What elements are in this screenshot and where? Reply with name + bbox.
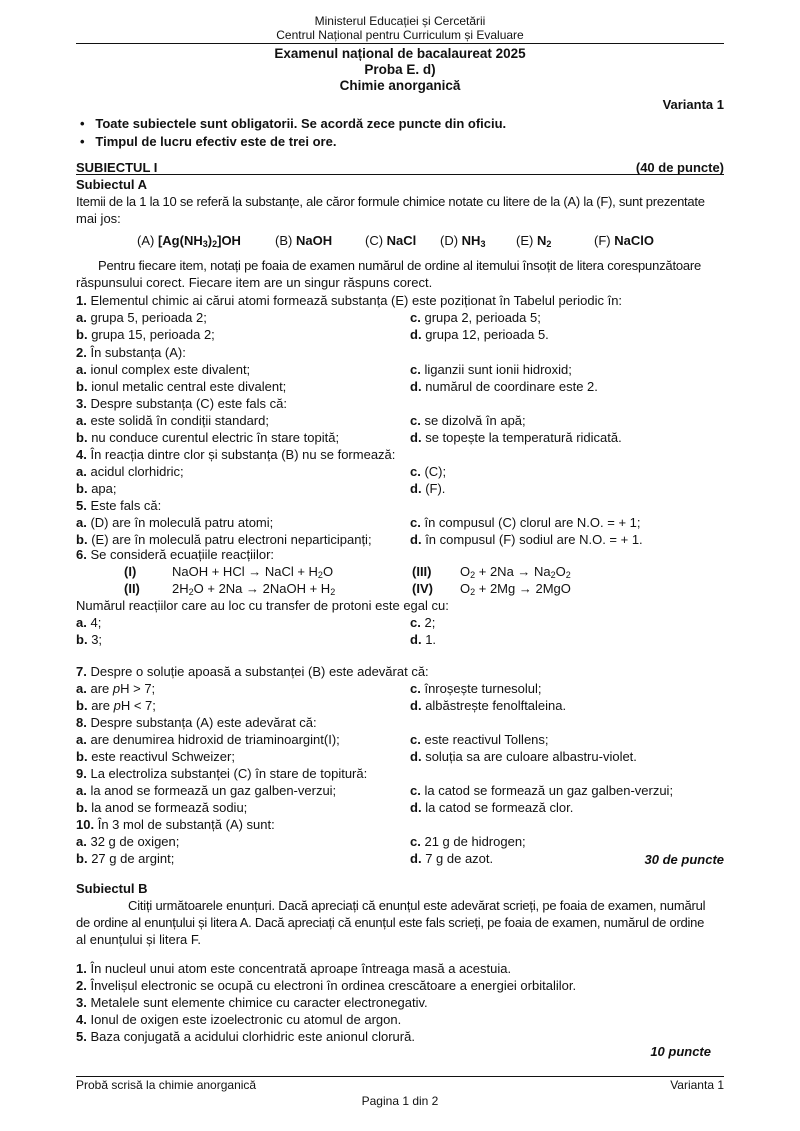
option-letter: d. [410,481,422,496]
item-question [76,816,275,833]
item-option-c [410,680,542,697]
variant-label: Varianta 1 [662,97,724,112]
option-text: în compusul (C) clorul are N.O. = + 1; [424,515,641,530]
option-letter: a. [76,681,87,696]
option-letter: b. [76,327,88,342]
option-text: la anod se formează un gaz galben-verzui; [90,783,337,798]
option-text: se topește la temperatură ridicată. [425,430,622,445]
item-option-d [410,697,566,714]
option-text: ionul metalic central este divalent; [91,379,287,394]
option-letter: c. [410,783,421,798]
option-letter: d. [410,327,422,342]
item-question [76,546,274,563]
subB-statement [76,1011,401,1028]
formula-b: (B) NaOH [275,233,333,248]
subA-intro-cont: mai jos: [76,211,121,226]
option-text: 2; [424,615,436,630]
item-option-a [76,514,273,531]
item-text: În reacția dintre clor și substanța (B) nu se formează: [90,447,396,462]
subA-instructions-cont: răspunsului corect. Fiecare item are un singur răspuns corect. [76,275,433,290]
item-option-d [410,480,445,497]
subject-title: Chimie anorganică [339,78,461,93]
option-text: înroșește turnesolul; [424,681,542,696]
reaction-1-equation: NaOH + HCl → NaCl + $H_2O$ [172,564,334,580]
item-option-d [410,631,436,648]
option-letter: d. [410,379,422,394]
option-letter: a. [76,515,87,530]
item-text: Elementul chimic ai cărui atomi formează substanța (E) este poziționat în Tabelul periodic în: [90,293,623,308]
item-option-b [76,378,286,395]
item-text: Despre substanța (C) este fals că: [90,396,287,411]
item-question [76,292,622,309]
item-option-a [76,361,250,378]
item-option-c [410,514,641,531]
option-letter: b. [76,851,88,866]
reaction-2: (II) [124,581,140,596]
item-number: 2. [76,345,87,360]
option-text: are denumirea hidroxid de triaminoargint(I); [90,732,340,747]
option-letter: b. [76,632,88,647]
statement-text: Ionul de oxigen este izoelectronic cu atomul de argon. [90,1012,402,1027]
item-option-b [76,697,156,714]
option-letter: c. [410,615,421,630]
subB-statement [76,977,576,994]
option-text: grupa 2, perioada 5; [424,310,541,325]
option-letter: c. [410,413,421,428]
center-header: Centrul Național pentru Curriculum și Evaluare [276,28,524,42]
option-letter: a. [76,464,87,479]
option-text: soluția sa are culoare albastru-violet. [425,749,637,764]
item-number: 9. [76,766,87,781]
formula-f: (F) NaClO [594,233,654,248]
item-option-a [76,833,179,850]
option-text: (F). [425,481,446,496]
item-option-d [410,429,622,446]
option-text-italic: p [113,698,121,713]
option-letter: b. [76,481,88,496]
item-option-d [410,326,549,343]
subB-title: Subiectul B [76,881,148,896]
option-text: apa; [91,481,117,496]
reaction-4: (IV) [412,581,433,596]
item-question [76,663,429,680]
option-text: H < 7; [120,698,156,713]
option-text: (E) are în moleculă patru electroni neparticipanți; [91,532,372,547]
option-text: la anod se formează sodiu; [91,800,248,815]
option-text: ionul complex este divalent; [90,362,251,377]
item-option-a [76,309,207,326]
option-letter: d. [410,532,422,547]
option-text: 27 g de argint; [91,851,175,866]
option-letter: c. [410,834,421,849]
item-option-a [76,412,269,429]
option-letter: b. [76,379,88,394]
page-number: Pagina 1 din 2 [361,1094,439,1108]
option-text: acidul clorhidric; [90,464,184,479]
option-text: are [90,681,113,696]
section-points: (40 de puncte) [635,160,724,175]
item-option-c [410,833,526,850]
section-rule [76,174,724,175]
footer-rule [76,1076,724,1077]
option-text: numărul de coordinare este 2. [425,379,598,394]
item-option-a [76,680,155,697]
option-letter: b. [76,532,88,547]
option-text: liganzii sunt ionii hidroxid; [424,362,572,377]
option-letter: d. [410,851,422,866]
item-option-a [76,782,336,799]
option-letter: d. [410,430,422,445]
item-text: Despre substanța (A) este adevărat că: [90,715,317,730]
option-letter: d. [410,632,422,647]
item-option-d [410,850,493,867]
item-option-b [76,799,247,816]
statement-number: 4. [76,1012,87,1027]
option-text: este solidă în condiții standard; [90,413,269,428]
item-number: 6. [76,547,87,562]
option-text: grupa 5, perioada 2; [90,310,207,325]
reaction-1: (I) [124,564,137,579]
option-letter: d. [410,698,422,713]
option-letter: a. [76,783,87,798]
instruction-bullet-1: • Toate subiectele sunt obligatorii. Se acordă zece puncte din oficiu. [80,116,507,131]
statement-number: 5. [76,1029,87,1044]
item-option-a [76,614,101,631]
item-number: 1. [76,293,87,308]
item-option-b [76,850,174,867]
item-text: În substanța (A): [90,345,186,360]
instruction-bullet-2: • Timpul de lucru efectiv este de trei ore. [80,134,337,149]
option-text: 32 g de oxigen; [90,834,180,849]
footer-left: Probă scrisă la chimie anorganică [76,1078,257,1092]
formula-d: (D) $NH_3$ [440,233,486,249]
option-letter: d. [410,749,422,764]
option-text: la catod se formează un gaz galben-verzui; [424,783,674,798]
formula-e: (E) $N_2$ [516,233,552,249]
item-option-a [76,463,184,480]
item-option-c [410,614,435,631]
option-text: H > 7; [120,681,156,696]
option-letter: b. [76,749,88,764]
item-option-b [76,480,117,497]
subA-title: Subiectul A [76,177,148,192]
item-question [76,446,395,463]
option-text: nu conduce curentul electric în stare topită; [91,430,340,445]
subA-intro: Itemii de la 1 la 10 se referă la substanțe, ale căror formule chimice notate cu litere de la (A) la (F), sunt prezentate [76,194,705,209]
item-option-b [76,631,102,648]
option-letter: b. [76,430,88,445]
option-letter: a. [76,310,87,325]
item-number: 10. [76,817,95,832]
statement-text: Baza conjugată a acidului clorhidric este anionul clorură. [90,1029,415,1044]
item-text: Este fals că: [90,498,162,513]
item-option-c [410,782,673,799]
option-letter: b. [76,800,88,815]
item-option-c [410,463,446,480]
section-title: SUBIECTUL I [76,160,158,175]
item-number: 5. [76,498,87,513]
option-letter: d. [410,800,422,815]
subB-statement [76,960,511,977]
option-letter: a. [76,834,87,849]
subB-intro-end: al enunțului și litera F. [76,932,202,947]
formula-c: (C) NaCl [365,233,417,248]
option-letter: a. [76,732,87,747]
item-option-b [76,326,215,343]
subB-points: 10 puncte [650,1044,711,1059]
subB-intro: Citiți următoarele enunțuri. Dacă apreciați că enunțul este adevărat scrieți, pe foaia de examen, numărul [128,898,706,913]
option-letter: a. [76,362,87,377]
option-letter: c. [410,515,421,530]
option-letter: a. [76,615,87,630]
item-number: 7. [76,664,87,679]
option-text: se dizolvă în apă; [424,413,526,428]
item-question-cont: Numărul reacțiilor care au loc cu transfer de protoni este egal cu: [76,598,449,613]
reaction-2-equation: $2H_2O + 2Na$ → 2NaOH + $H_2$ [172,581,336,597]
reaction-4-equation: $O_2 + 2Mg \to 2MgO$ [460,581,571,597]
reaction-3-equation: $O_2 + 2Na \to Na_2O_2$ [460,564,571,580]
option-text: la catod se formează clor. [425,800,574,815]
statement-number: 3. [76,995,87,1010]
reaction-3: (III) [412,564,432,579]
subA-points: 30 de puncte [644,852,724,867]
subB-intro-cont: de ordine al enunțului și litera A. Dacă apreciați că enunțul este fals scrieți, pe foaia de examen, numărul de ordine [76,915,705,930]
item-number: 8. [76,715,87,730]
option-letter: c. [410,362,421,377]
item-text: La electroliza substanței (C) în stare de topitură: [90,766,368,781]
option-text: 1. [425,632,437,647]
item-option-b [76,748,235,765]
item-option-d [410,531,643,548]
statement-text: Metalele sunt elemente chimice cu caracter electronegativ. [90,995,428,1010]
item-text: Se consideră ecuațiile reacțiilor: [90,547,275,562]
item-option-d [410,748,637,765]
option-text: în compusul (F) sodiul are N.O. = + 1. [425,532,643,547]
option-text: grupa 15, perioada 2; [91,327,215,342]
option-letter: c. [410,732,421,747]
option-text: este reactivul Tollens; [424,732,549,747]
statement-number: 2. [76,978,87,993]
item-number: 3. [76,396,87,411]
item-question [76,497,161,514]
item-option-c [410,412,526,429]
option-letter: c. [410,464,421,479]
option-text-italic: p [112,681,121,696]
subA-instructions: Pentru fiecare item, notați pe foaia de examen numărul de ordine al itemului însoțit de litera corespunzătoare [98,258,702,273]
option-text: (C); [424,464,447,479]
option-letter: c. [410,681,421,696]
option-letter: b. [76,698,88,713]
header-rule [76,43,724,44]
formula-list: (A) $[Ag(NH_3)_2]OH$ [137,233,241,249]
item-option-c [410,731,549,748]
option-text: 21 g de hidrogen; [424,834,526,849]
option-text: 4; [90,615,102,630]
item-option-b [76,429,339,446]
option-text: (D) are în moleculă patru atomi; [90,515,274,530]
exam-title: Examenul național de bacalaureat 2025 [274,46,526,61]
item-option-d [410,799,573,816]
option-text: este reactivul Schweizer; [91,749,235,764]
proba-title: Proba E. d) [364,62,436,77]
option-letter: c. [410,310,421,325]
item-question [76,714,317,731]
item-question [76,395,287,412]
statement-text: Învelișul electronic se ocupă cu electroni în ordinea crescătoare a energiei orbitalilor. [90,978,577,993]
item-option-c [410,361,572,378]
footer-right: Varianta 1 [670,1078,724,1092]
item-question [76,765,367,782]
statement-number: 1. [76,961,87,976]
item-option-a [76,731,340,748]
item-text: Despre o soluție apoasă a substanței (B) este adevărat că: [90,664,429,679]
option-letter: a. [76,413,87,428]
option-text: 3; [91,632,103,647]
item-option-c [410,309,541,326]
item-question [76,344,186,361]
subB-statement [76,1028,415,1045]
option-text: grupa 12, perioada 5. [425,327,549,342]
subB-statement [76,994,428,1011]
option-text: albăstrește fenolftaleina. [425,698,567,713]
item-number: 4. [76,447,87,462]
statement-text: În nucleul unui atom este concentrată aproape întreaga masă a acestuia. [90,961,512,976]
option-text: are [91,698,114,713]
option-text: 7 g de azot. [425,851,494,866]
item-option-d [410,378,598,395]
ministry-header: Ministerul Educației și Cercetării [314,14,486,28]
item-text: În 3 mol de substanță (A) sunt: [97,817,275,832]
